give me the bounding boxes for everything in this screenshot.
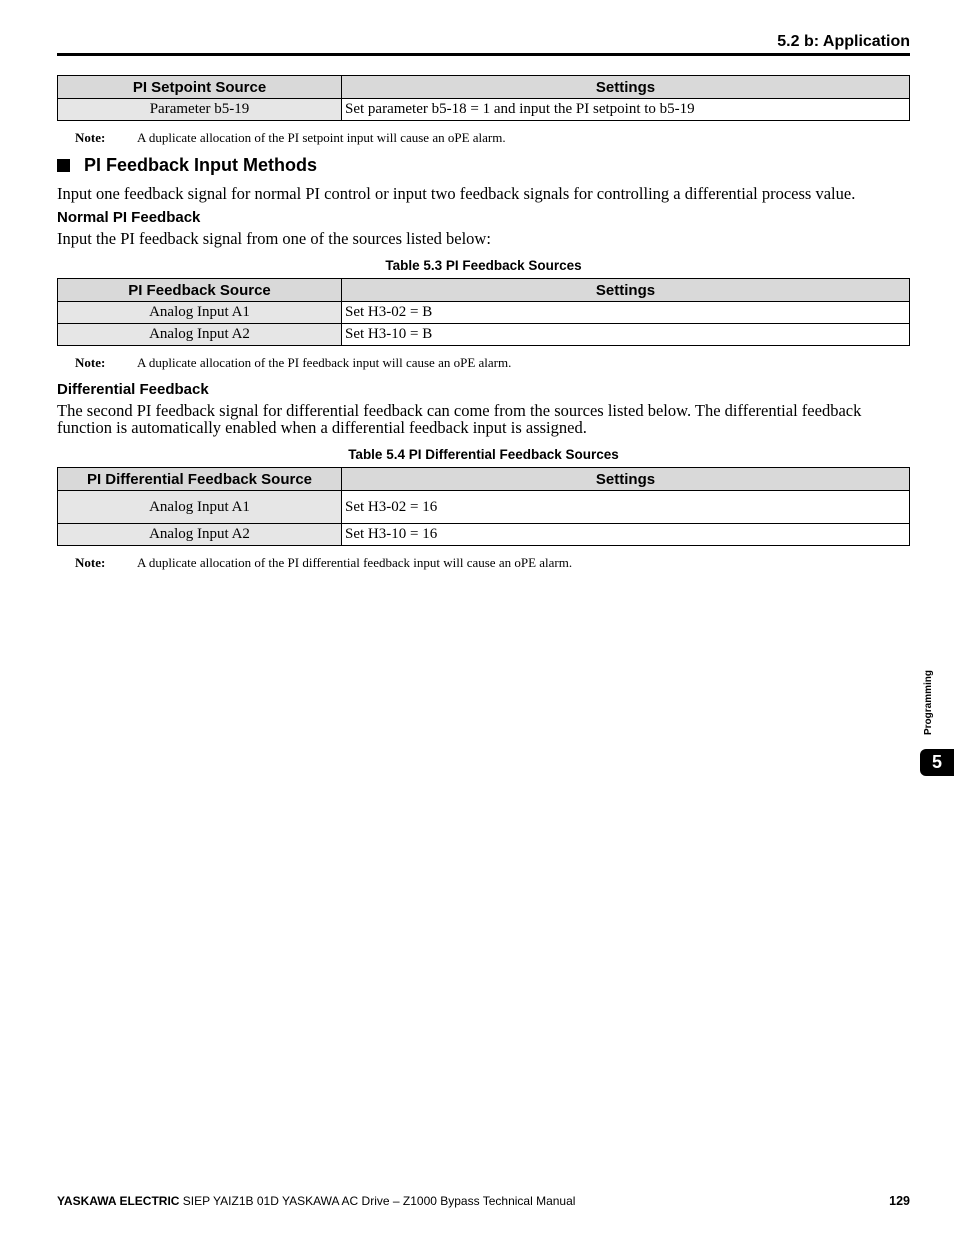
square-bullet-icon: [57, 159, 70, 172]
table-row: [58, 302, 910, 324]
page-number: 129: [889, 1194, 910, 1208]
footer-brand: YASKAWA ELECTRIC: [57, 1194, 180, 1208]
table-row: [58, 99, 910, 121]
table-header: Settings: [342, 279, 910, 302]
table-row: [58, 491, 910, 524]
note-text: A duplicate allocation of the PI differential feedback input will cause an oPE alarm.: [137, 555, 573, 570]
table-cell: Set H3-10 = 16: [342, 524, 910, 546]
note-feedback: [75, 355, 511, 371]
table-cell: Set parameter b5-18 = 1 and input the PI setpoint to b5-19: [342, 99, 910, 121]
footer: [57, 1194, 575, 1208]
normal-paragraph: Input the PI feedback signal from one of the sources listed below:: [57, 229, 491, 248]
table-cell: Analog Input A1: [58, 491, 342, 524]
note-label: Note:: [75, 130, 106, 145]
table-row: [58, 524, 910, 546]
table-header: PI Differential Feedback Source: [58, 468, 342, 491]
table-cell: Analog Input A2: [58, 524, 342, 546]
chapter-tab: [920, 749, 954, 776]
setpoint-table: [57, 75, 910, 121]
table-caption: Table 5.3 PI Feedback Sources: [385, 258, 582, 273]
table-cell: Set H3-02 = 16: [342, 491, 910, 524]
table-cell: Analog Input A2: [58, 324, 342, 346]
note-label: Note:: [75, 355, 106, 370]
differential-paragraph: The second PI feedback signal for differential feedback can come from the sources listed below. The differential feedback function is automatically enabled when a differential feedback input is assigned.: [57, 401, 862, 437]
note-text: A duplicate allocation of the PI setpoint input will cause an oPE alarm.: [137, 130, 506, 145]
table-cell: Set H3-02 = B: [342, 302, 910, 324]
footer-doc: SIEP YAIZ1B 01D YASKAWA AC Drive – Z1000 Bypass Technical Manual: [179, 1194, 576, 1208]
table-cell: Set H3-10 = B: [342, 324, 910, 346]
table-header: PI Feedback Source: [58, 279, 342, 302]
table-header: Settings: [342, 468, 910, 491]
section-heading-text: PI Feedback Input Methods: [84, 155, 318, 175]
table-caption: Table 5.4 PI Differential Feedback Sources: [348, 447, 619, 462]
chapter-side-label: Programming: [923, 669, 934, 735]
table-header: Settings: [342, 76, 910, 99]
differential-table: [57, 467, 910, 546]
chapter-number: 5: [931, 752, 942, 772]
feedback-table: [57, 278, 910, 346]
subheading-normal: Normal PI Feedback: [57, 209, 201, 226]
table-row: [58, 324, 910, 346]
table-cell: Parameter b5-19: [58, 99, 342, 121]
table-cell: Analog Input A1: [58, 302, 342, 324]
note-text: A duplicate allocation of the PI feedback input will cause an oPE alarm.: [137, 355, 512, 370]
header-rule: [57, 53, 910, 56]
table-header: PI Setpoint Source: [58, 76, 342, 99]
intro-paragraph: Input one feedback signal for normal PI control or input two feedback signals for controlling a differential process value.: [57, 184, 856, 203]
note-differential: [75, 555, 572, 571]
section-heading: [57, 155, 317, 176]
note-label: Note:: [75, 555, 106, 570]
subheading-differential: Differential Feedback: [57, 381, 209, 398]
section-header: 5.2 b: Application: [777, 33, 910, 50]
note-setpoint: [75, 130, 506, 146]
